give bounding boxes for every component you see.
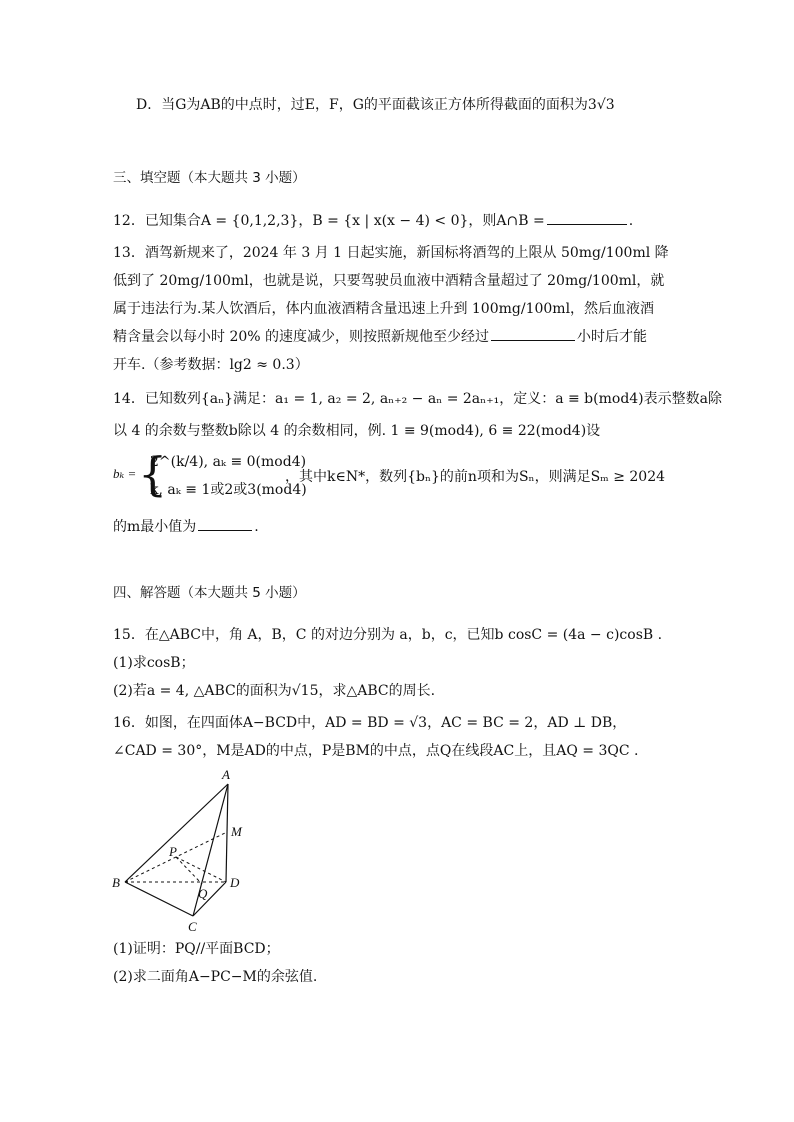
question-16-line-2: ∠CAD = 30°，M是AD的中点，P是BM的中点，点Q在线段AC上，且AQ = 3QC . <box>113 743 639 759</box>
question-12-end: . <box>628 213 634 229</box>
label-m: M <box>231 824 242 839</box>
question-15: 15．在△ABC中，角 A，B，C 的对边分别为 a，b，c，已知b cosC = (4a − c)cosB . <box>113 627 663 643</box>
question-14-tail: ，其中k∈N*，数列{bₙ}的前n项和为Sₙ，则满足Sₘ ≥ 2024 <box>285 469 666 485</box>
label-c: C <box>188 919 197 934</box>
question-13-line-5: 开车.（参考数据：lg2 ≈ 0.3） <box>113 357 309 373</box>
edge-ab <box>125 784 228 882</box>
question-14-line-4 <box>113 516 694 538</box>
bk-label: bₖ = <box>113 466 137 481</box>
question-14-line-2: 以 4 的余数与整数b除以 4 的余数相同，例. 1 ≡ 9(mod4), 6 ≡ 22(mod4)设 <box>113 423 601 439</box>
question-16-part-2: (2)求二面角A−PC−M的余弦值. <box>113 969 318 985</box>
edge-bc <box>125 882 193 916</box>
left-brace-icon: { <box>138 447 168 501</box>
question-13-line-3: 属于违法行为.某人饮酒后，体内血液酒精含量迅速上升到 100mg/100ml，然后血液酒 <box>113 301 655 317</box>
label-p: P <box>169 844 177 859</box>
question-13-line-2: 低到了 20mg/100ml，也就是说，只要驾驶员血液中酒精含量超过了 20mg/100ml，就 <box>113 273 665 289</box>
label-b: B <box>112 875 120 890</box>
segment-pq-hidden <box>176 857 202 884</box>
question-14-piecewise <box>113 447 673 504</box>
question-14-text-a: 的m最小值为 <box>113 519 197 535</box>
option-d: D．当G为AB的中点时，过E，F，G的平面截该正方体所得截面的面积为3√3 <box>136 97 615 113</box>
question-14-text-b: . <box>254 519 259 535</box>
question-13-line-1: 13．酒驾新规来了，2024 年 3 月 1 日起实施，新国标将酒驾的上限从 50mg/100ml 降 <box>113 245 669 261</box>
question-13-line-4 <box>113 326 694 348</box>
section-answer-heading: 四、解答题（本大题共 5 小题） <box>113 585 306 601</box>
question-16-line-1: 16．如图，在四面体A−BCD中，AD = BD = √3，AC = BC = 2，AD ⊥ DB， <box>113 715 627 731</box>
question-12 <box>113 210 694 232</box>
question-15-part-2: (2)若a = 4, △ABC的面积为√15，求△ABC的周长. <box>113 683 436 699</box>
question-13-text-a: 精含量会以每小时 20% 的速度减少，则按照新规他至少经过 <box>113 329 490 345</box>
answer-blank-12[interactable] <box>547 210 627 225</box>
answer-blank-13[interactable] <box>491 326 575 341</box>
case-1: 2^(k/4), aₖ ≡ 0(mod4) <box>150 454 307 470</box>
question-16-part-1: (1)证明：PQ//平面BCD； <box>113 941 280 957</box>
question-12-text: 12．已知集合A = {0,1,2,3}，B = {x | x(x − 4) < 0}，则A∩B = <box>113 213 545 229</box>
question-14-line-1: 14．已知数列{aₙ}满足：a₁ = 1, a₂ = 2, aₙ₊₂ − aₙ = 2aₙ₊₁，定义：a ≡ b(mod4)表示整数a除 <box>113 391 722 407</box>
section-fill-in-heading: 三、填空题（本大题共 3 小题） <box>113 170 306 186</box>
segment-pd-hidden <box>176 857 226 882</box>
question-15-part-1: (1)求cosB； <box>113 655 195 671</box>
question-13-text-b: 小时后才能 <box>577 329 648 345</box>
label-q: Q <box>198 886 208 901</box>
label-a: A <box>222 767 230 782</box>
tetrahedron-figure <box>108 764 258 936</box>
answer-blank-14[interactable] <box>198 516 252 531</box>
case-2: k, aₖ ≡ 1或2或3(mod4) <box>150 482 307 498</box>
edge-ad <box>226 784 228 882</box>
label-d: D <box>230 875 240 890</box>
